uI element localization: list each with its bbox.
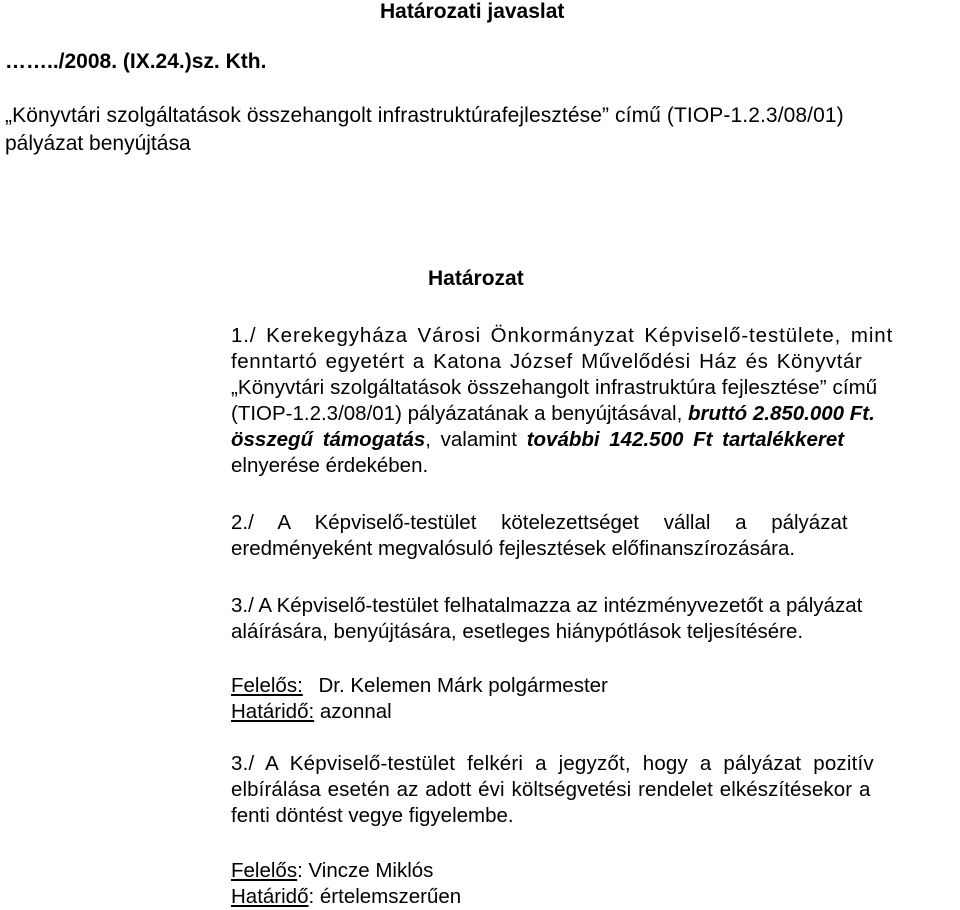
document-number: ……../2008. (IX.24.)sz. Kth.: [5, 50, 267, 73]
responsible-person: Dr. Kelemen Márk polgármester: [318, 674, 608, 697]
deadline-label-2: Határidő: [231, 885, 309, 908]
responsibility-block-2: [231, 858, 956, 910]
reserve-amount: további 142.500 Ft tartalékkeret: [526, 428, 845, 451]
deadline-row-2: [231, 884, 956, 910]
subject-line-2: pályázat benyújtása: [5, 132, 191, 155]
paragraph-1: [231, 323, 956, 479]
p1-line-2: fenntartó egyetért a Katona József Művelődési Ház és Könyvtár: [231, 350, 863, 373]
deadline-row-1: [231, 699, 956, 725]
p1-line-1: 1./ Kerekegyháza Városi Önkormányzat Képviselő-testülete, mint: [231, 324, 894, 347]
proposal-title: Határozati javaslat: [380, 0, 565, 23]
p1-line-4-text: (TIOP-1.2.3/08/01) pályázatának a benyújtásával,: [231, 402, 683, 425]
p2-line-2: eredményeként megvalósuló fejlesztések előfinanszírozására.: [231, 537, 796, 560]
paragraph-3: [231, 593, 956, 645]
deadline-value-2: : értelemszerűen: [308, 885, 462, 908]
gross-amount: bruttó 2.850.000 Ft.: [687, 402, 875, 425]
responsible-row-1: [231, 673, 956, 699]
responsible-label-2: Felelős: [231, 859, 298, 882]
responsibility-block-1: [231, 673, 956, 725]
paragraph-4: [231, 751, 956, 829]
responsible-label: Felelős:: [231, 674, 303, 697]
support-amount-label: összegű támogatás: [231, 428, 426, 451]
deadline-label: Határidő:: [231, 700, 315, 723]
p1-line-5: [231, 427, 956, 453]
p4-line-3: fenti döntést vegye figyelembe.: [231, 804, 514, 827]
responsible-row-2: [231, 858, 956, 884]
paragraph-2: [231, 510, 956, 562]
p3-line-2: aláírására, benyújtására, esetleges hiánypótlások teljesítésére.: [231, 620, 804, 643]
p1-line-5-text: , valamint: [425, 428, 517, 451]
subject-line-1: „Könyvtári szolgáltatások összehangolt infrastruktúrafejlesztése” című (TIOP-1.2.3/08/01): [5, 104, 844, 127]
p1-line-3: „Könyvtári szolgáltatások összehangolt infrastruktúra fejlesztése” című: [231, 376, 878, 399]
responsible-person-2: : Vincze Miklós: [297, 859, 434, 882]
subject: [5, 102, 844, 158]
p3-line-1: 3./ A Képviselő-testület felhatalmazza az intézményvezetőt a pályázat: [231, 594, 863, 617]
resolution-heading: Határozat: [428, 267, 524, 290]
p1-line-6: elnyerése érdekében.: [231, 454, 429, 477]
p2-line-1: 2./ A Képviselő-testület kötelezettséget vállal a pályázat: [231, 511, 848, 534]
deadline-value: azonnal: [319, 700, 392, 723]
p4-line-2: elbírálása esetén az adott évi költségvetési rendelet elkészítésekor a: [231, 778, 871, 801]
p1-line-4: [231, 401, 956, 427]
p4-line-1: 3./ A Képviselő-testület felkéri a jegyzőt, hogy a pályázat pozitív: [231, 752, 874, 775]
